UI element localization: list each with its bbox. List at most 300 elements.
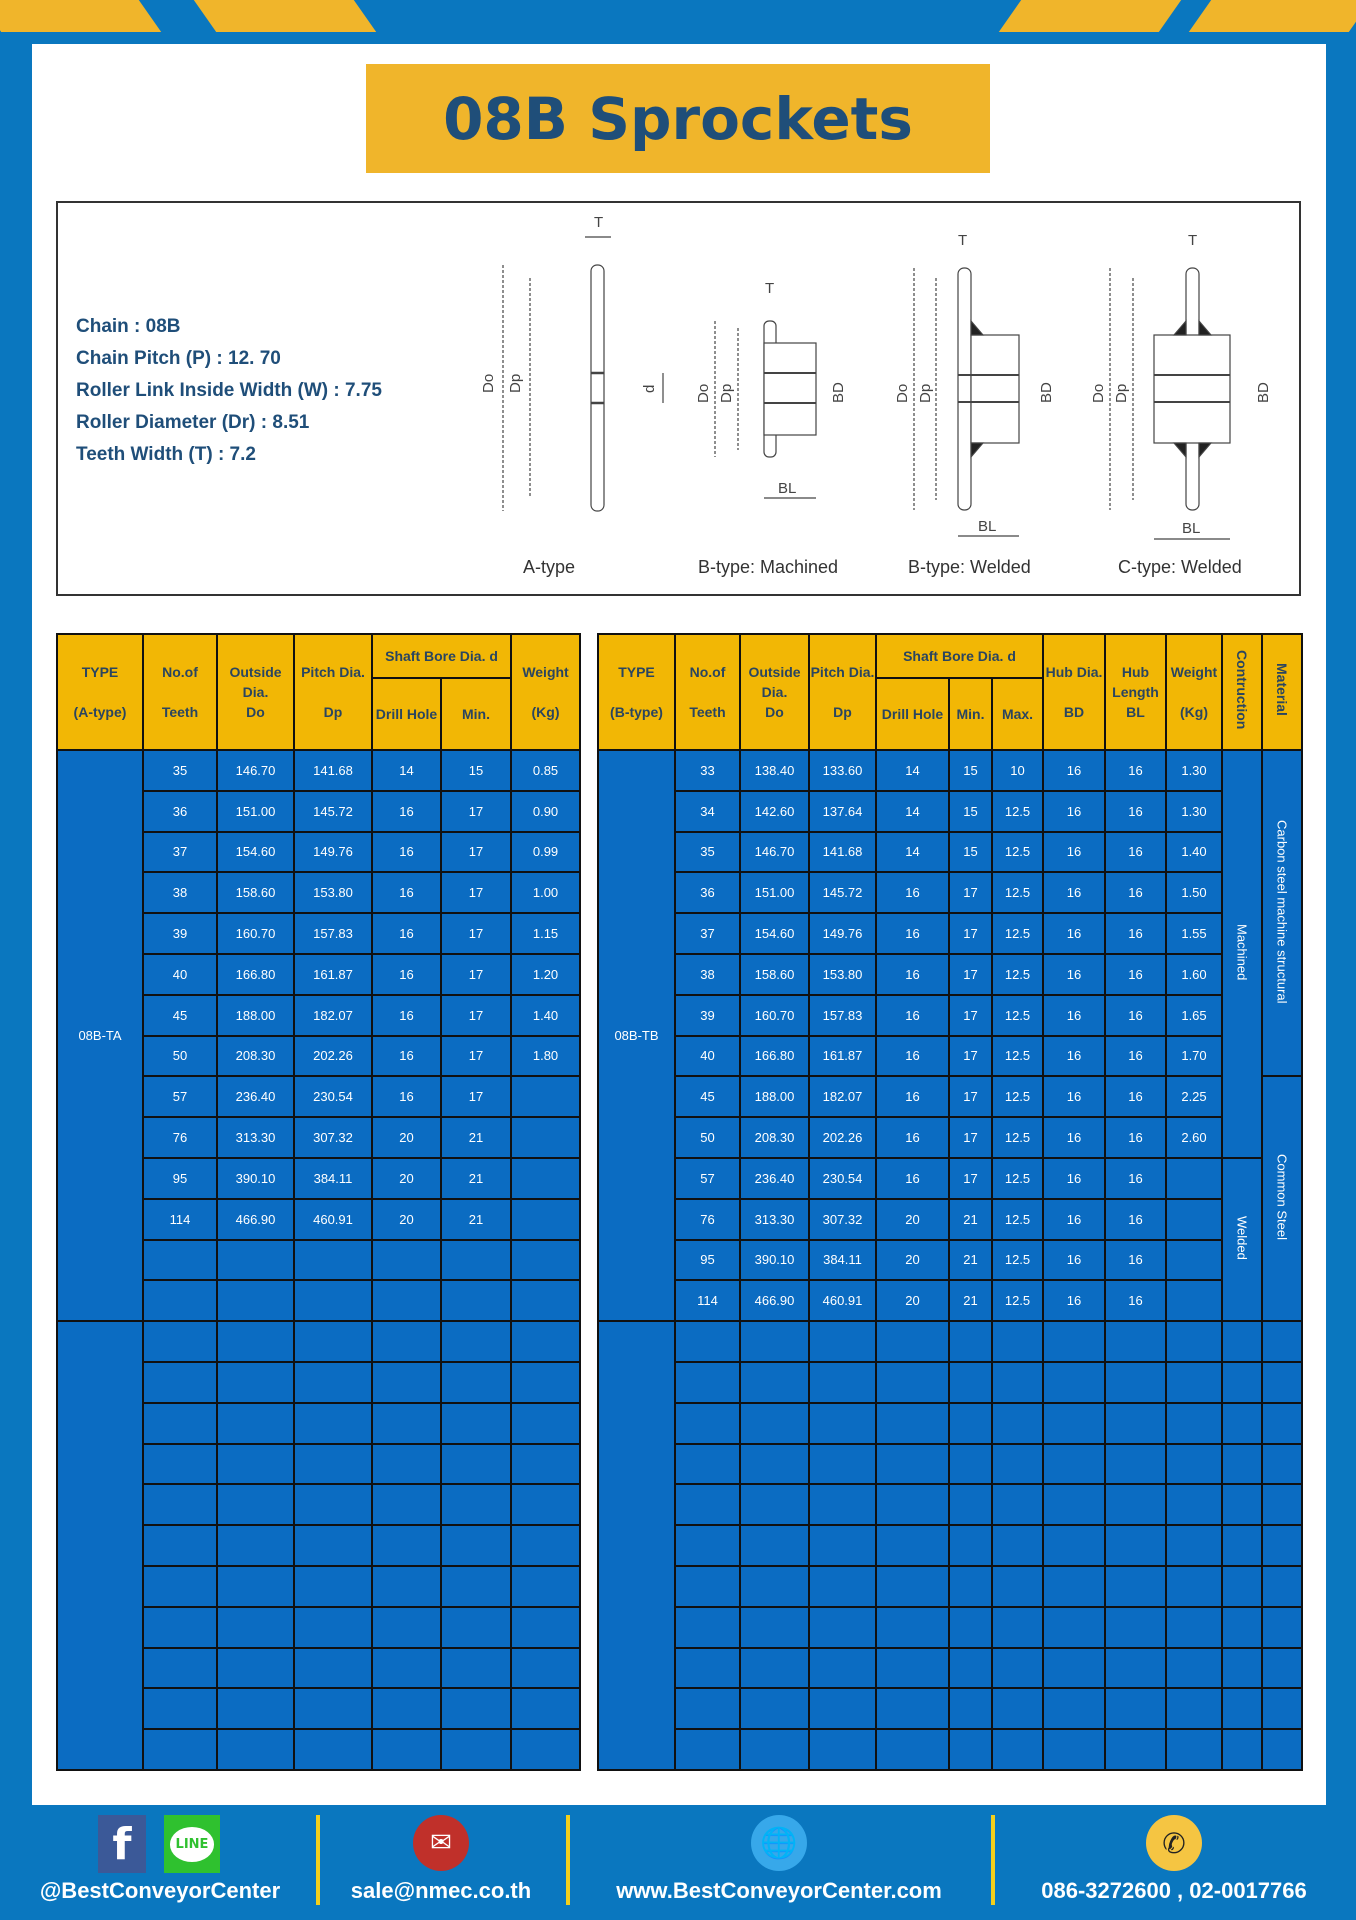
table-row (598, 791, 1302, 832)
teeth-cell (143, 1240, 217, 1281)
empty-cell (1166, 1484, 1222, 1525)
weight-cell: 1.80 (511, 1036, 580, 1077)
hub-dia-cell: 16 (1043, 1076, 1105, 1117)
max-bore-cell: 12.5 (992, 1199, 1043, 1240)
dim-dp: Dp (507, 373, 524, 393)
pitch-dia-cell: 384.11 (809, 1240, 876, 1281)
empty-cell (294, 1403, 372, 1444)
weight-cell (511, 1076, 580, 1117)
pitch-dia-cell: 202.26 (809, 1117, 876, 1158)
weight-cell: 1.30 (1166, 791, 1222, 832)
outside-dia-cell: 138.40 (740, 750, 809, 791)
empty-cell (1105, 1688, 1166, 1729)
teeth-cell: 36 (143, 791, 217, 832)
empty-cell (1105, 1566, 1166, 1607)
header-min: Min. (441, 678, 511, 750)
empty-cell (1105, 1484, 1166, 1525)
type-cell: 08B-TB (598, 750, 675, 1321)
dim-bl: BL (778, 480, 797, 497)
pitch-dia-cell: 133.60 (809, 750, 876, 791)
max-bore-cell: 12.5 (992, 1280, 1043, 1321)
decor-stripe (0, 0, 161, 32)
empty-cell (949, 1403, 992, 1444)
a-type-drawing (480, 214, 663, 511)
teeth-cell: 57 (143, 1076, 217, 1117)
weight-cell: 0.90 (511, 791, 580, 832)
empty-cell (143, 1403, 217, 1444)
hub-length-cell: 16 (1105, 750, 1166, 791)
hub-dia-cell: 16 (1043, 1199, 1105, 1240)
min-bore-cell: 21 (441, 1158, 511, 1199)
spec-chain: Chain : 08B (76, 316, 181, 337)
min-bore-cell: 17 (441, 1036, 511, 1077)
min-bore-cell: 17 (441, 954, 511, 995)
empty-cell (372, 1321, 441, 1362)
empty-cell (372, 1566, 441, 1607)
empty-cell (511, 1688, 580, 1729)
drill-hole-cell: 16 (876, 1076, 949, 1117)
empty-cell (511, 1484, 580, 1525)
empty-row (598, 1362, 1302, 1403)
empty-cell (143, 1444, 217, 1485)
table-row (598, 1036, 1302, 1077)
header-text: No.of (689, 664, 726, 680)
outside-dia-cell (217, 1280, 294, 1321)
email-icon[interactable]: ✉ (413, 1815, 469, 1871)
dim-t: T (765, 280, 775, 297)
hub-dia-cell: 16 (1043, 1280, 1105, 1321)
outside-dia-cell (217, 1240, 294, 1281)
empty-cell (992, 1648, 1043, 1689)
social-handle[interactable]: @BestConveyorCenter (39, 1878, 281, 1903)
empty-cell (1166, 1444, 1222, 1485)
header-weight (1166, 634, 1222, 750)
header-text: Dp (323, 704, 343, 720)
teeth-cell (143, 1280, 217, 1321)
header-text: Pitch Dia. (301, 664, 365, 680)
outside-dia-cell: 188.00 (217, 995, 294, 1036)
header-drill-hole: Drill Hole (372, 678, 441, 750)
label-b-machined: B-type: Machined (698, 557, 839, 577)
min-bore-cell: 15 (441, 750, 511, 791)
empty-cell (1262, 1403, 1302, 1444)
divider (566, 1815, 570, 1905)
min-bore-cell: 17 (949, 872, 992, 913)
table-row (598, 872, 1302, 913)
header-text: Teeth (161, 704, 199, 720)
min-bore-cell: 21 (441, 1117, 511, 1158)
empty-cell (294, 1362, 372, 1403)
drill-hole-cell: 16 (372, 791, 441, 832)
empty-cell (949, 1362, 992, 1403)
empty-cell (1043, 1648, 1105, 1689)
hub-dia-cell: 16 (1043, 1117, 1105, 1158)
empty-cell (511, 1648, 580, 1689)
header-text: Outside (748, 664, 801, 680)
decor-stripe (999, 0, 1181, 32)
hub-length-cell: 16 (1105, 1158, 1166, 1199)
outside-dia-cell: 154.60 (740, 913, 809, 954)
empty-cell (992, 1525, 1043, 1566)
teeth-cell: 37 (675, 913, 740, 954)
outside-dia-cell: 158.60 (740, 954, 809, 995)
empty-cell (949, 1321, 992, 1362)
teeth-cell: 95 (675, 1240, 740, 1281)
min-bore-cell: 15 (949, 791, 992, 832)
empty-cell (294, 1648, 372, 1689)
table-row (598, 954, 1302, 995)
min-bore-cell: 17 (949, 995, 992, 1036)
empty-cell (217, 1321, 294, 1362)
header-text: Do (246, 704, 265, 720)
outside-dia-cell: 151.00 (740, 872, 809, 913)
header-min: Min. (949, 678, 992, 750)
spec-pitch: Chain Pitch (P) : 12. 70 (76, 348, 281, 369)
table-row (57, 750, 580, 791)
dim-dp: Dp (917, 383, 934, 403)
drill-hole-cell: 16 (372, 1036, 441, 1077)
empty-cell (372, 1403, 441, 1444)
empty-cell (1166, 1648, 1222, 1689)
max-bore-cell: 12.5 (992, 791, 1043, 832)
header-text: BL (1126, 704, 1145, 720)
empty-cell (876, 1525, 949, 1566)
empty-cell (1262, 1566, 1302, 1607)
hub-dia-cell: 16 (1043, 1036, 1105, 1077)
pitch-dia-cell: 157.83 (809, 995, 876, 1036)
empty-cell (1105, 1362, 1166, 1403)
empty-row (598, 1729, 1302, 1770)
empty-cell (1166, 1566, 1222, 1607)
empty-cell (1222, 1525, 1262, 1566)
drill-hole-cell: 16 (372, 832, 441, 873)
hub-length-cell: 16 (1105, 1240, 1166, 1281)
empty-cell (1043, 1607, 1105, 1648)
hub-dia-cell: 16 (1043, 750, 1105, 791)
b-welded-drawing (894, 232, 1055, 536)
empty-cell (1166, 1525, 1222, 1566)
weight-cell (1166, 1280, 1222, 1321)
website-link[interactable]: www.BestConveyorCenter.com (616, 1878, 942, 1903)
empty-cell (441, 1444, 511, 1485)
empty-cell (217, 1525, 294, 1566)
dim-dp: Dp (718, 383, 735, 403)
header-text: Hub Dia. (1045, 664, 1103, 680)
header-text: Dia. (761, 684, 788, 700)
empty-cell (143, 1484, 217, 1525)
weight-cell: 1.30 (1166, 750, 1222, 791)
header-text: TYPE (81, 664, 119, 680)
teeth-cell: 38 (143, 872, 217, 913)
empty-row (598, 1403, 1302, 1444)
teeth-cell: 57 (675, 1158, 740, 1199)
empty-cell (992, 1566, 1043, 1607)
empty-cell (876, 1688, 949, 1729)
header-text: BD (1063, 704, 1085, 720)
max-bore-cell: 12.5 (992, 1036, 1043, 1077)
weight-cell: 1.00 (511, 872, 580, 913)
min-bore-cell: 17 (949, 1036, 992, 1077)
teeth-cell: 114 (143, 1199, 217, 1240)
drill-hole-cell: 14 (876, 832, 949, 873)
pitch-dia-cell (294, 1240, 372, 1281)
min-bore-cell: 15 (949, 832, 992, 873)
divider (991, 1815, 995, 1905)
empty-cell (294, 1444, 372, 1485)
empty-cell (1222, 1566, 1262, 1607)
phone-numbers[interactable]: 086-3272600 , 02-0017766 (1041, 1878, 1307, 1903)
empty-cell (1166, 1607, 1222, 1648)
empty-cell (1222, 1444, 1262, 1485)
hub-length-cell: 16 (1105, 1076, 1166, 1117)
empty-cell (675, 1729, 740, 1770)
min-bore-cell: 17 (441, 913, 511, 954)
dim-do: Do (695, 383, 712, 403)
outside-dia-cell: 158.60 (217, 872, 294, 913)
weight-cell (511, 1240, 580, 1281)
hub-dia-cell: 16 (1043, 872, 1105, 913)
empty-cell (876, 1362, 949, 1403)
empty-cell (372, 1525, 441, 1566)
empty-cell (294, 1321, 372, 1362)
max-bore-cell: 10 (992, 750, 1043, 791)
empty-cell (441, 1566, 511, 1607)
empty-cell (675, 1444, 740, 1485)
teeth-cell: 76 (675, 1199, 740, 1240)
empty-cell (992, 1403, 1043, 1444)
empty-cell (992, 1362, 1043, 1403)
teeth-cell: 35 (143, 750, 217, 791)
pitch-dia-cell: 307.32 (809, 1199, 876, 1240)
min-bore-cell: 21 (949, 1199, 992, 1240)
header-shaft-bore: Shaft Bore Dia. d (876, 634, 1043, 678)
empty-cell (1262, 1525, 1302, 1566)
drill-hole-cell: 16 (372, 872, 441, 913)
weight-cell: 1.15 (511, 913, 580, 954)
b-type-table (597, 633, 1303, 1771)
max-bore-cell: 12.5 (992, 832, 1043, 873)
empty-cell (1166, 1321, 1222, 1362)
table-row (598, 1117, 1302, 1158)
empty-cell (1105, 1729, 1166, 1770)
facebook-icon[interactable]: f (98, 1815, 146, 1873)
empty-cell (740, 1321, 809, 1362)
min-bore-cell: 17 (441, 791, 511, 832)
empty-cell (143, 1648, 217, 1689)
header-text: Teeth (689, 704, 726, 720)
material-label: Common Steel (1274, 1154, 1290, 1241)
construction-label: Welded (1234, 1216, 1250, 1260)
empty-cell (1262, 1607, 1302, 1648)
weight-cell (1166, 1199, 1222, 1240)
label-b-welded: B-type: Welded (908, 557, 1031, 577)
teeth-cell: 39 (675, 995, 740, 1036)
drill-hole-cell: 14 (372, 750, 441, 791)
empty-cell (740, 1525, 809, 1566)
outside-dia-cell: 188.00 (740, 1076, 809, 1117)
empty-cell (1043, 1444, 1105, 1485)
teeth-cell: 36 (675, 872, 740, 913)
max-bore-cell: 12.5 (992, 1117, 1043, 1158)
empty-cell (740, 1566, 809, 1607)
min-bore-cell: 21 (949, 1240, 992, 1281)
spec-teeth: Teeth Width (T) : 7.2 (76, 444, 256, 465)
empty-cell (217, 1444, 294, 1485)
sprocket-diagram (58, 203, 1299, 594)
empty-cell (1166, 1729, 1222, 1770)
table-row (598, 913, 1302, 954)
min-bore-cell: 21 (441, 1199, 511, 1240)
weight-cell (511, 1158, 580, 1199)
drill-hole-cell: 16 (876, 1117, 949, 1158)
empty-cell (1262, 1484, 1302, 1525)
empty-cell (294, 1566, 372, 1607)
empty-cell (1043, 1729, 1105, 1770)
empty-cell (809, 1729, 876, 1770)
empty-cell (1222, 1607, 1262, 1648)
weight-cell: 0.99 (511, 832, 580, 873)
empty-cell (294, 1729, 372, 1770)
empty-cell (675, 1648, 740, 1689)
construction-cell (1222, 750, 1262, 1158)
empty-cell (949, 1525, 992, 1566)
dim-bl: BL (1182, 520, 1201, 537)
label-c-welded: C-type: Welded (1118, 557, 1242, 577)
empty-cell (294, 1607, 372, 1648)
dim-bd: BD (830, 382, 847, 403)
empty-cell (441, 1688, 511, 1729)
weight-cell: 1.40 (1166, 832, 1222, 873)
divider (316, 1815, 320, 1905)
drill-hole-cell: 16 (372, 995, 441, 1036)
hub-dia-cell: 16 (1043, 1158, 1105, 1199)
header-text: Dp (833, 704, 852, 720)
empty-cell (876, 1321, 949, 1362)
empty-row (598, 1484, 1302, 1525)
weight-cell: 1.65 (1166, 995, 1222, 1036)
table-row (598, 1280, 1302, 1321)
email-link[interactable]: sale@nmec.co.th (350, 1878, 532, 1903)
teeth-cell: 40 (143, 954, 217, 995)
line-icon[interactable]: LINE (164, 1815, 220, 1873)
empty-cell (1043, 1688, 1105, 1729)
max-bore-cell: 12.5 (992, 1240, 1043, 1281)
dim-do: Do (480, 373, 497, 393)
header-type (57, 634, 143, 750)
empty-cell (1105, 1444, 1166, 1485)
teeth-cell: 33 (675, 750, 740, 791)
empty-cell (876, 1566, 949, 1607)
hub-length-cell: 16 (1105, 1199, 1166, 1240)
pitch-dia-cell: 145.72 (294, 791, 372, 832)
min-bore-cell: 17 (949, 913, 992, 954)
phone-icon[interactable]: ✆ (1146, 1815, 1202, 1871)
table-row (598, 1240, 1302, 1281)
hub-dia-cell: 16 (1043, 1240, 1105, 1281)
empty-cell (217, 1729, 294, 1770)
header-text: Pitch Dia. (810, 664, 875, 680)
empty-cell (809, 1321, 876, 1362)
outside-dia-cell: 142.60 (740, 791, 809, 832)
pitch-dia-cell: 149.76 (294, 832, 372, 873)
pitch-dia-cell: 141.68 (294, 750, 372, 791)
empty-cell (740, 1362, 809, 1403)
outside-dia-cell: 313.30 (740, 1199, 809, 1240)
material-cell (1262, 1076, 1302, 1321)
empty-cell (809, 1688, 876, 1729)
pitch-dia-cell: 182.07 (809, 1076, 876, 1117)
empty-cell (740, 1444, 809, 1485)
empty-cell (217, 1648, 294, 1689)
empty-cell (372, 1648, 441, 1689)
empty-cell (372, 1362, 441, 1403)
pitch-dia-cell: 153.80 (809, 954, 876, 995)
outside-dia-cell: 466.90 (217, 1199, 294, 1240)
empty-cell (949, 1444, 992, 1485)
min-bore-cell: 15 (949, 750, 992, 791)
empty-cell (1043, 1525, 1105, 1566)
header-text: Do (765, 704, 784, 720)
empty-cell (1166, 1688, 1222, 1729)
empty-cell (1222, 1688, 1262, 1729)
outside-dia-cell: 208.30 (217, 1036, 294, 1077)
pitch-dia-cell: 161.87 (294, 954, 372, 995)
outside-dia-cell: 160.70 (740, 995, 809, 1036)
header-text: (A-type) (73, 704, 127, 720)
header-outside-dia (740, 634, 809, 750)
empty-cell (143, 1729, 217, 1770)
empty-cell (217, 1607, 294, 1648)
empty-cell (949, 1566, 992, 1607)
empty-cell (441, 1484, 511, 1525)
min-bore-cell: 17 (441, 832, 511, 873)
empty-cell (809, 1525, 876, 1566)
empty-cell (294, 1688, 372, 1729)
outside-dia-cell: 160.70 (217, 913, 294, 954)
empty-cell (1043, 1362, 1105, 1403)
empty-cell (992, 1484, 1043, 1525)
weight-cell: 1.60 (1166, 954, 1222, 995)
outside-dia-cell: 236.40 (217, 1076, 294, 1117)
empty-row (598, 1566, 1302, 1607)
outside-dia-cell: 154.60 (217, 832, 294, 873)
outside-dia-cell: 390.10 (740, 1240, 809, 1281)
type-cell-empty (57, 1321, 143, 1770)
empty-row (57, 1321, 580, 1362)
spec-roller: Roller Diameter (Dr) : 8.51 (76, 412, 310, 433)
pitch-dia-cell: 149.76 (809, 913, 876, 954)
globe-icon[interactable]: 🌐 (751, 1815, 807, 1871)
weight-cell (1166, 1158, 1222, 1199)
weight-cell: 0.85 (511, 750, 580, 791)
drill-hole-cell: 16 (876, 1036, 949, 1077)
empty-cell (143, 1607, 217, 1648)
empty-cell (1043, 1484, 1105, 1525)
teeth-cell: 45 (143, 995, 217, 1036)
hub-length-cell: 16 (1105, 913, 1166, 954)
teeth-cell: 40 (675, 1036, 740, 1077)
pitch-dia-cell: 230.54 (294, 1076, 372, 1117)
empty-cell (1222, 1321, 1262, 1362)
b-machined-drawing (695, 280, 847, 498)
empty-cell (876, 1444, 949, 1485)
empty-cell (992, 1321, 1043, 1362)
dim-d: d (641, 384, 658, 393)
hub-dia-cell: 16 (1043, 954, 1105, 995)
weight-cell: 1.55 (1166, 913, 1222, 954)
drill-hole-cell: 16 (372, 954, 441, 995)
dim-t: T (958, 232, 968, 249)
